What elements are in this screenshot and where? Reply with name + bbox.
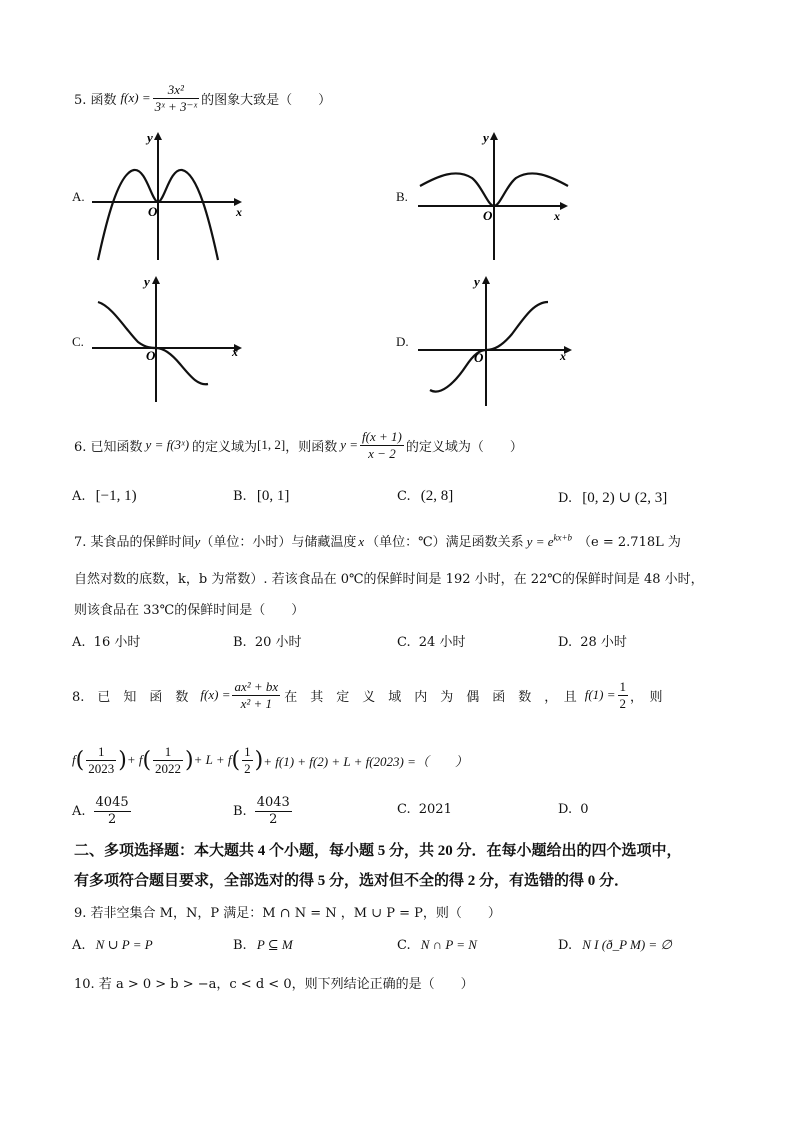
q8-fraction	[232, 679, 280, 712]
q7-option-a-value: 16 小时	[93, 635, 141, 650]
q9-option-b[interactable]	[233, 937, 293, 953]
q9-option-c-value: N ∩ P = N	[420, 937, 477, 952]
q7-var-x: x	[358, 534, 365, 549]
q8-numerator: ax² + bx	[234, 678, 279, 694]
q8-func: f(x) =	[200, 687, 231, 702]
graph-d-x-label: x	[560, 349, 566, 363]
q7-option-d-value: 28 小时	[580, 635, 627, 650]
q5-option-b-label: B.	[396, 189, 408, 204]
q6-option-c-value: (2, 8]	[420, 488, 454, 504]
q6-option-a-value: [−1, 1)	[95, 488, 137, 504]
q6-f1: y = f(3ˣ)	[145, 437, 190, 452]
q8-term3-den: 2	[244, 760, 251, 776]
q5-option-a-label: A.	[72, 189, 85, 204]
q8-option-a-num: 4045	[95, 794, 129, 810]
graph-c-y-label: y	[144, 274, 150, 289]
q7-line1	[74, 531, 681, 550]
q5-graph-b	[416, 128, 576, 263]
graph-d-origin: O	[474, 350, 484, 365]
q8-f1: f(1) =	[584, 687, 616, 702]
q7-var-y: y	[194, 534, 201, 549]
q8-expression: f ( $\frac{1}{2023}$ ) + f ( $\frac{1}{2022}$ ) + L + f ( $\frac{1}{2}$ ) + f(1) + f(2) + L + f(2023) =（ ）	[72, 743, 468, 776]
q6-stem	[74, 425, 523, 465]
graph-a-x-label: x	[236, 205, 242, 219]
q9-option-a-value: N ∪ P = P	[95, 937, 153, 952]
q8-stem	[72, 674, 722, 716]
q7-option-c-label: C.	[397, 635, 411, 650]
q6-denominator: x − 2	[368, 445, 396, 461]
q7-option-d[interactable]	[558, 631, 627, 650]
q5-graph-c	[90, 272, 250, 407]
q5-prefix: 5. 函数	[74, 92, 117, 108]
q8-option-c[interactable]	[397, 802, 452, 817]
q8-option-a[interactable]	[72, 791, 133, 831]
q8-option-b[interactable]	[233, 791, 294, 831]
q7-line1b: （单位：小时）与储藏温度	[200, 535, 357, 550]
graph-c-y-arrow	[152, 276, 160, 284]
q8-option-c-value: 2021	[418, 802, 452, 817]
q8-option-a-label: A.	[72, 803, 86, 819]
q9-option-c[interactable]	[397, 937, 477, 953]
q8-term2-den: 2022	[155, 760, 182, 776]
q5-numerator: 3x²	[153, 82, 199, 99]
q7-option-c[interactable]	[397, 631, 465, 650]
q8-option-b-label: B.	[233, 803, 247, 819]
q6-option-c-label: C.	[397, 489, 411, 504]
graph-b-origin: O	[483, 208, 493, 223]
q8-option-d-label: D.	[558, 802, 573, 817]
q7-line2: 自然对数的底数，k，b 为常数）. 若该食品在 0℃的保鲜时间是 192 小时，在 22℃的保鲜时间是 48 小时，	[74, 572, 704, 587]
q8-mid: + L + f	[193, 752, 232, 767]
graph-b-y-label: y	[483, 130, 489, 145]
q7-option-b[interactable]	[233, 631, 302, 650]
q5-option-c-label: C.	[72, 334, 84, 349]
q8-term3-fraction	[242, 744, 253, 777]
q8-option-b-num: 4043	[256, 794, 290, 810]
graph-a-origin: O	[148, 204, 158, 219]
q7-formula: y = e	[526, 534, 554, 549]
q6-f2: y =	[340, 437, 359, 452]
q7-option-c-value: 24 小时	[418, 635, 466, 650]
graph-b-x-label: x	[554, 209, 560, 223]
q6-numerator: f(x + 1)	[362, 428, 402, 444]
graph-a-y-arrow	[154, 132, 162, 140]
q9-option-d-label: D.	[558, 938, 573, 953]
q8-term1-den: 2023	[88, 760, 115, 776]
q9-option-b-label: B.	[233, 938, 247, 953]
q7-option-a[interactable]	[72, 631, 140, 650]
q5-func: f(x) =	[120, 90, 151, 105]
q9-option-b-value: P ⊆ M	[256, 937, 293, 952]
graph-d-curve	[430, 302, 548, 392]
q8-term2-fraction	[153, 744, 183, 777]
q6-p4: 的定义域为（ ）	[405, 439, 523, 455]
q6-option-c[interactable]	[397, 488, 453, 505]
graph-d-y-label: y	[474, 274, 480, 289]
q5-denominator: 3ˣ + 3⁻ˣ	[154, 98, 198, 114]
q6-option-d[interactable]	[558, 488, 667, 507]
q5-stem	[74, 78, 331, 118]
q7-option-b-value: 20 小时	[254, 635, 302, 650]
graph-c-curve	[98, 302, 208, 384]
q6-option-a[interactable]	[72, 488, 137, 505]
q8-p3: ， 则	[630, 689, 663, 705]
q8-term3-num: 1	[244, 743, 251, 759]
q9-option-c-label: C.	[397, 938, 411, 953]
q9-option-a-label: A.	[72, 938, 86, 953]
q9-option-d[interactable]	[558, 937, 672, 953]
q8-term1-f: f	[72, 752, 76, 767]
q7-line3: 则该食品在 33℃的保鲜时间是（ ）	[74, 603, 305, 618]
q7-exponent: kx+b	[553, 532, 573, 543]
q8-p2: 在 其 定 义 域 内 为 偶 函 数 ， 且	[284, 689, 577, 705]
q8-f1-numerator: 1	[619, 678, 626, 694]
q6-domain: [1, 2]	[257, 437, 286, 452]
q8-term1-fraction	[86, 744, 116, 777]
q6-option-d-value: [0, 2) ∪ (2, 3]	[582, 490, 668, 506]
q8-option-b-den: 2	[269, 811, 278, 827]
q6-option-b-value: [0, 1]	[256, 488, 290, 504]
q7-line1c: （单位：℃）满足函数关系	[366, 535, 524, 550]
q6-p3: ，则函数	[285, 439, 338, 455]
q6-option-b[interactable]	[233, 488, 289, 505]
graph-c-x-label: x	[232, 345, 238, 359]
graph-c-origin: O	[146, 348, 156, 363]
q5-fraction	[153, 82, 199, 115]
q7-option-b-label: B.	[233, 635, 247, 650]
q8-option-d-value: 0	[580, 802, 589, 817]
q6-p2: 的定义域为	[192, 439, 258, 455]
graph-a-y-label: y	[147, 130, 153, 145]
q10-stem: 10. 若 a > 0 > b > −a，c < d < 0，则下列结论正确的是（ ）	[74, 977, 474, 992]
q8-plus1: + f	[126, 752, 143, 767]
q7-option-d-label: D.	[558, 635, 573, 650]
q6-p1: 6. 已知函数	[74, 439, 143, 455]
graph-b-x-arrow	[560, 202, 568, 210]
q8-option-b-fraction	[255, 795, 292, 828]
q7-line1a: 7. 某食品的保鲜时间	[74, 535, 195, 550]
q6-option-b-label: B.	[233, 489, 247, 504]
q8-tail: + f(1) + f(2) + L + f(2023) =（ ）	[263, 753, 468, 769]
q7-option-a-label: A.	[72, 635, 86, 650]
graph-b-y-arrow	[490, 132, 498, 140]
q7-line1d: （e = 2.718L 为	[578, 535, 681, 550]
q9-option-a[interactable]	[72, 937, 153, 953]
q5-graph-d	[416, 272, 581, 407]
q6-option-a-label: A.	[72, 489, 86, 504]
q8-f1-fraction	[618, 679, 629, 712]
graph-d-y-arrow	[482, 276, 490, 284]
q8-option-d[interactable]	[558, 802, 589, 817]
q6-fraction	[360, 429, 404, 462]
q5-option-d-label: D.	[396, 334, 409, 349]
q9-stem: 9. 若非空集合 M，N，P 满足：M ∩ N = N ，M ∪ P = P，则（ ）	[74, 906, 501, 921]
q8-option-a-fraction	[94, 795, 131, 828]
q5-suffix: 的图象大致是（ ）	[201, 92, 332, 108]
q6-option-d-label: D.	[558, 491, 573, 506]
section2-line2: 有多项符合题目要求，全部选对的得 5 分，选对但不全的得 2 分，有选错的得 0 分．	[74, 873, 630, 889]
q8-term1-num: 1	[86, 744, 116, 761]
q8-p1: 8. 已 知 函 数	[72, 689, 189, 705]
section2-line1: 二、多项选择题：本大题共 4 个小题，每小题 5 分，共 20 分．在每小题给出的四个选项中，	[74, 843, 682, 859]
q8-option-a-den: 2	[107, 811, 117, 827]
q8-term2-num: 1	[153, 744, 183, 761]
q5-graph-a	[90, 128, 250, 263]
q8-f1-denominator: 2	[619, 695, 626, 711]
q9-option-d-value: N I (ð_P M) = ∅	[582, 937, 672, 952]
q8-denominator: x² + 1	[240, 695, 273, 711]
q8-option-c-label: C.	[397, 802, 411, 817]
